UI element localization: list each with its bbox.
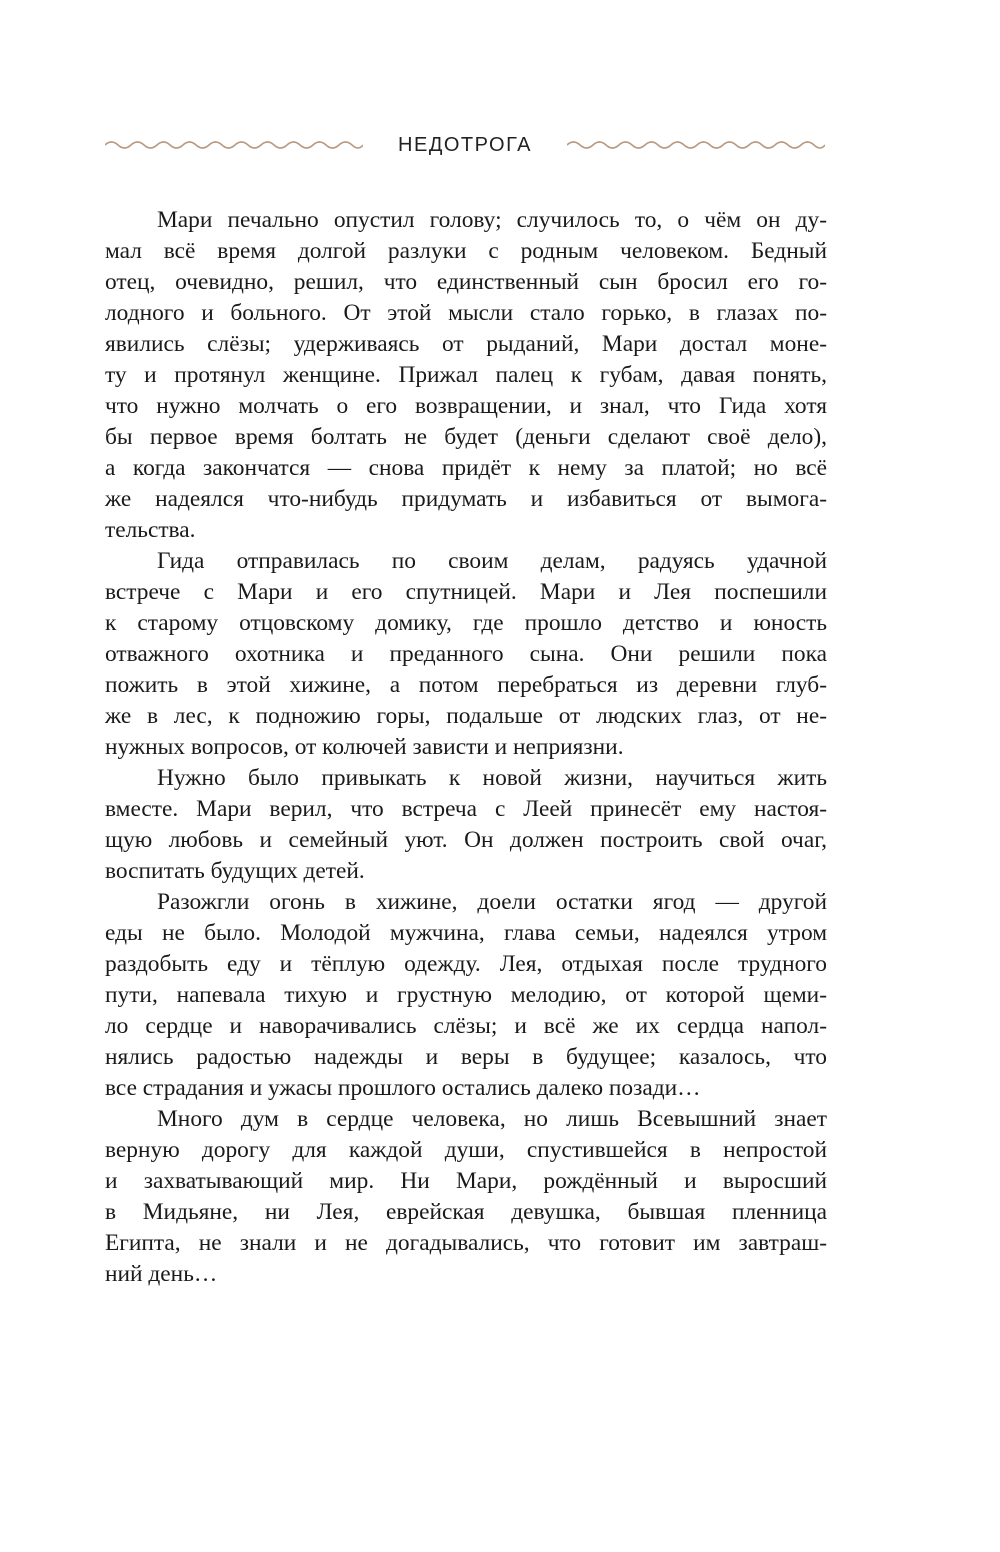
text-line: же надеялся что-нибудь придумать и избавиться от вымога- <box>105 486 827 512</box>
text-line: отважного охотника и преданного сына. Они решили пока <box>105 641 827 667</box>
text-line: лодного и больного. От этой мысли стало горько, в глазах по- <box>105 300 827 326</box>
text-line: и захватывающий мир. Ни Мари, рождённый и выросший <box>105 1168 827 1194</box>
text-line: пожить в этой хижине, а потом перебраться из деревни глуб- <box>105 672 827 698</box>
text-line: вместе. Мари верил, что встреча с Леей принесёт ему настоя- <box>105 796 827 822</box>
text-line: а когда закончатся — снова придёт к нему за платой; но всё <box>105 455 827 481</box>
text-line: пути, напевала тихую и грустную мелодию, от которой щеми- <box>105 982 827 1008</box>
wave-ornament-left-icon <box>105 137 363 153</box>
text-line: раздобыть еду и тёплую одежду. Лея, отдыхая после трудного <box>105 951 827 977</box>
body-text <box>105 205 827 1290</box>
text-line: отец, очевидно, решил, что единственный сын бросил его го- <box>105 269 827 295</box>
text-line: нужных вопросов, от колючей зависти и неприязни. <box>105 734 624 760</box>
text-line: Разожгли огонь в хижине, доели остатки ягод — другой <box>157 889 827 915</box>
paragraph <box>105 887 827 1104</box>
paragraph <box>105 763 827 887</box>
text-line: воспитать будущих детей. <box>105 858 365 884</box>
text-line: верную дорогу для каждой души, спустившейся в непростой <box>105 1137 827 1163</box>
text-line: Много дум в сердце человека, но лишь Всевышний знает <box>157 1106 827 1132</box>
text-line: ний день… <box>105 1261 218 1287</box>
text-line: ло сердце и наворачивались слёзы; и всё же их сердца напол- <box>105 1013 827 1039</box>
text-line: к старому отцовскому домику, где прошло детство и юность <box>105 610 827 636</box>
text-line: щую любовь и семейный уют. Он должен построить свой очаг, <box>105 827 827 853</box>
running-head <box>105 130 825 160</box>
text-line: тельства. <box>105 517 196 543</box>
paragraph <box>105 1104 827 1290</box>
wave-ornament-right-path <box>567 142 825 148</box>
paragraph <box>105 205 827 546</box>
text-line: мал всё время долгой разлуки с родным человеком. Бедный <box>105 238 827 264</box>
wave-ornament-right-icon <box>567 137 825 153</box>
running-head-title: НЕДОТРОГА <box>398 133 532 156</box>
text-line: еды не было. Молодой мужчина, глава семьи, надеялся утром <box>105 920 827 946</box>
paragraph <box>105 546 827 763</box>
text-line: все страдания и ужасы прошлого остались далеко позади… <box>105 1075 701 1101</box>
text-line: бы первое время болтать не будет (деньги сделают своё дело), <box>105 424 827 450</box>
text-line: в Мидьяне, ни Лея, еврейская девушка, бывшая пленница <box>105 1199 827 1225</box>
text-line: явились слёзы; удерживаясь от рыданий, Мари достал моне- <box>105 331 827 357</box>
text-line: Мари печально опустил голову; случилось то, о чём он ду- <box>157 207 827 233</box>
text-line: нялись радостью надежды и веры в будущее; казалось, что <box>105 1044 827 1070</box>
wave-ornament-left-path <box>105 142 363 148</box>
text-line: встрече с Мари и его спутницей. Мари и Лея поспешили <box>105 579 827 605</box>
text-line: ту и протянул женщине. Прижал палец к губам, давая понять, <box>105 362 827 388</box>
text-line: Нужно было привыкать к новой жизни, научиться жить <box>157 765 827 791</box>
text-line: же в лес, к подножию горы, подальше от людских глаз, от не- <box>105 703 827 729</box>
text-line: что нужно молчать о его возвращении, и знал, что Гида хотя <box>105 393 827 419</box>
text-line: Гида отправилась по своим делам, радуясь удачной <box>157 548 827 574</box>
text-line: Египта, не знали и не догадывались, что готовит им завтраш- <box>105 1230 827 1256</box>
